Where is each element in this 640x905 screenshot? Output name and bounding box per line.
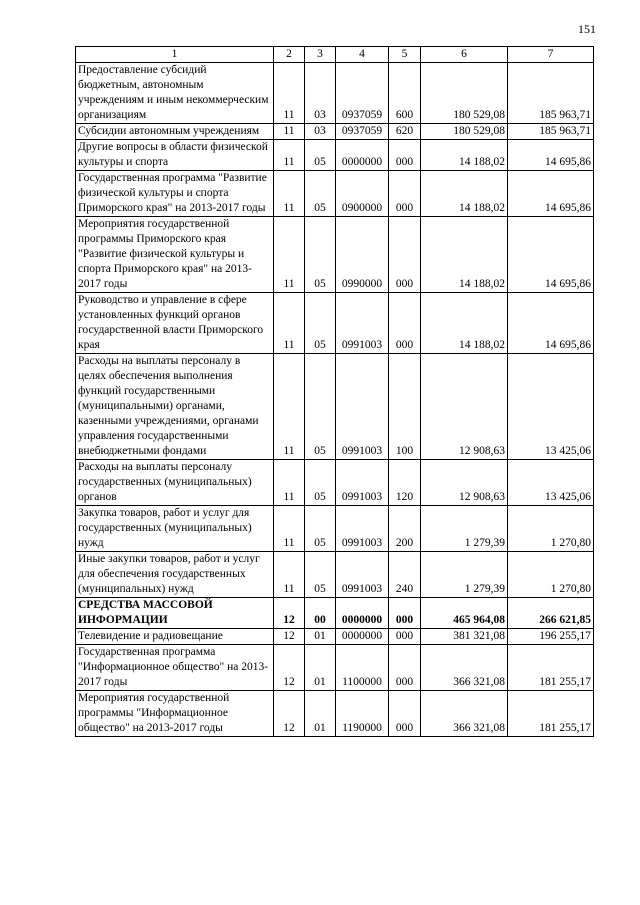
amount-year1-cell: 366 321,08 — [421, 691, 508, 737]
expense-type-cell: 000 — [389, 140, 421, 171]
amount-year1-cell: 14 188,02 — [421, 217, 508, 293]
table-row — [76, 691, 594, 737]
table-header-row — [76, 47, 594, 63]
target-article-cell: 1100000 — [336, 645, 389, 691]
row-name-cell: Руководство и управление в сфере установленных функций органов государственной власти Приморского края — [76, 293, 274, 354]
section-code-cell: 11 — [274, 506, 305, 552]
expense-type-cell: 000 — [389, 691, 421, 737]
expense-type-cell: 000 — [389, 645, 421, 691]
amount-year1-cell: 465 964,08 — [421, 598, 508, 629]
section-code-cell: 12 — [274, 598, 305, 629]
expense-type-cell: 000 — [389, 171, 421, 217]
amount-year1-cell: 14 188,02 — [421, 293, 508, 354]
expense-type-cell: 000 — [389, 293, 421, 354]
amount-year2-cell: 266 621,85 — [508, 598, 594, 629]
subsection-code-cell: 01 — [305, 629, 336, 645]
table-body — [76, 63, 594, 737]
table-row — [76, 140, 594, 171]
budget-table — [75, 46, 594, 737]
amount-year1-cell: 180 529,08 — [421, 124, 508, 140]
amount-year1-cell: 12 908,63 — [421, 460, 508, 506]
amount-year2-cell: 185 963,71 — [508, 63, 594, 124]
subsection-code-cell: 05 — [305, 171, 336, 217]
target-article-cell: 0991003 — [336, 552, 389, 598]
subsection-code-cell: 00 — [305, 598, 336, 629]
amount-year2-cell: 1 270,80 — [508, 552, 594, 598]
section-code-cell: 11 — [274, 354, 305, 460]
subsection-code-cell: 01 — [305, 645, 336, 691]
table-row — [76, 552, 594, 598]
target-article-cell: 0991003 — [336, 293, 389, 354]
expense-type-cell: 240 — [389, 552, 421, 598]
column-header: 5 — [389, 47, 421, 63]
expense-type-cell: 000 — [389, 598, 421, 629]
section-code-cell: 11 — [274, 63, 305, 124]
table-row — [76, 171, 594, 217]
row-name-cell: Субсидии автономным учреждениям — [76, 124, 274, 140]
amount-year1-cell: 180 529,08 — [421, 63, 508, 124]
section-code-cell: 12 — [274, 629, 305, 645]
amount-year2-cell: 14 695,86 — [508, 140, 594, 171]
table-row — [76, 217, 594, 293]
column-header: 6 — [421, 47, 508, 63]
subsection-code-cell: 05 — [305, 217, 336, 293]
subsection-code-cell: 05 — [305, 552, 336, 598]
column-header: 7 — [508, 47, 594, 63]
row-name-cell: Государственная программа "Развитие физической культуры и спорта Приморского края" на 2013-2017 годы — [76, 171, 274, 217]
target-article-cell: 0000000 — [336, 629, 389, 645]
row-name-cell: Государственная программа "Информационное общество" на 2013-2017 годы — [76, 645, 274, 691]
section-code-cell: 12 — [274, 691, 305, 737]
section-code-cell: 11 — [274, 140, 305, 171]
target-article-cell: 0991003 — [336, 460, 389, 506]
table-row — [76, 354, 594, 460]
row-name-cell: Закупка товаров, работ и услуг для государственных (муниципальных) нужд — [76, 506, 274, 552]
amount-year2-cell: 181 255,17 — [508, 691, 594, 737]
column-header: 1 — [76, 47, 274, 63]
section-code-cell: 11 — [274, 460, 305, 506]
amount-year2-cell: 14 695,86 — [508, 171, 594, 217]
expense-type-cell: 200 — [389, 506, 421, 552]
section-code-cell: 11 — [274, 552, 305, 598]
amount-year2-cell: 181 255,17 — [508, 645, 594, 691]
row-name-cell: Расходы на выплаты персоналу в целях обеспечения выполнения функций государственными (муниципальными) органами, казенными учреждениями, органами управления государственными внебюджетными фондами — [76, 354, 274, 460]
section-code-cell: 11 — [274, 124, 305, 140]
table-row — [76, 506, 594, 552]
subsection-code-cell: 01 — [305, 691, 336, 737]
table-row — [76, 645, 594, 691]
row-name-cell: СРЕДСТВА МАССОВОЙ ИНФОРМАЦИИ — [76, 598, 274, 629]
section-code-cell: 11 — [274, 171, 305, 217]
target-article-cell: 0937059 — [336, 124, 389, 140]
row-name-cell: Телевидение и радиовещание — [76, 629, 274, 645]
target-article-cell: 0900000 — [336, 171, 389, 217]
amount-year2-cell: 185 963,71 — [508, 124, 594, 140]
target-article-cell: 0000000 — [336, 598, 389, 629]
subsection-code-cell: 03 — [305, 63, 336, 124]
expense-type-cell: 120 — [389, 460, 421, 506]
subsection-code-cell: 05 — [305, 354, 336, 460]
row-name-cell: Иные закупки товаров, работ и услуг для обеспечения государственных (муниципальных) нужд — [76, 552, 274, 598]
table-row — [76, 598, 594, 629]
row-name-cell: Расходы на выплаты персоналу государственных (муниципальных) органов — [76, 460, 274, 506]
expense-type-cell: 100 — [389, 354, 421, 460]
amount-year1-cell: 12 908,63 — [421, 354, 508, 460]
amount-year1-cell: 1 279,39 — [421, 506, 508, 552]
row-name-cell: Другие вопросы в области физической культуры и спорта — [76, 140, 274, 171]
table-row — [76, 293, 594, 354]
amount-year2-cell: 14 695,86 — [508, 217, 594, 293]
subsection-code-cell: 05 — [305, 140, 336, 171]
amount-year2-cell: 196 255,17 — [508, 629, 594, 645]
amount-year2-cell: 1 270,80 — [508, 506, 594, 552]
table-row — [76, 629, 594, 645]
target-article-cell: 1190000 — [336, 691, 389, 737]
expense-type-cell: 620 — [389, 124, 421, 140]
expense-type-cell: 000 — [389, 629, 421, 645]
column-header: 2 — [274, 47, 305, 63]
expense-type-cell: 600 — [389, 63, 421, 124]
amount-year2-cell: 13 425,06 — [508, 460, 594, 506]
table-row — [76, 63, 594, 124]
target-article-cell: 0991003 — [336, 354, 389, 460]
column-header: 3 — [305, 47, 336, 63]
amount-year1-cell: 14 188,02 — [421, 171, 508, 217]
subsection-code-cell: 05 — [305, 460, 336, 506]
amount-year1-cell: 366 321,08 — [421, 645, 508, 691]
target-article-cell: 0937059 — [336, 63, 389, 124]
amount-year1-cell: 1 279,39 — [421, 552, 508, 598]
section-code-cell: 11 — [274, 293, 305, 354]
subsection-code-cell: 05 — [305, 506, 336, 552]
section-code-cell: 12 — [274, 645, 305, 691]
column-header: 4 — [336, 47, 389, 63]
subsection-code-cell: 03 — [305, 124, 336, 140]
expense-type-cell: 000 — [389, 217, 421, 293]
page-number: 151 — [578, 22, 596, 36]
target-article-cell: 0000000 — [336, 140, 389, 171]
section-code-cell: 11 — [274, 217, 305, 293]
amount-year2-cell: 13 425,06 — [508, 354, 594, 460]
row-name-cell: Предоставление субсидий бюджетным, автономным учреждениям и иным некоммерческим организациям — [76, 63, 274, 124]
target-article-cell: 0990000 — [336, 217, 389, 293]
subsection-code-cell: 05 — [305, 293, 336, 354]
amount-year1-cell: 381 321,08 — [421, 629, 508, 645]
table-row — [76, 124, 594, 140]
target-article-cell: 0991003 — [336, 506, 389, 552]
amount-year2-cell: 14 695,86 — [508, 293, 594, 354]
row-name-cell: Мероприятия государственной программы Приморского края "Развитие физической культуры и спорта Приморского края" на 2013-2017 годы — [76, 217, 274, 293]
table-row — [76, 460, 594, 506]
row-name-cell: Мероприятия государственной программы "Информационное общество" на 2013-2017 годы — [76, 691, 274, 737]
amount-year1-cell: 14 188,02 — [421, 140, 508, 171]
